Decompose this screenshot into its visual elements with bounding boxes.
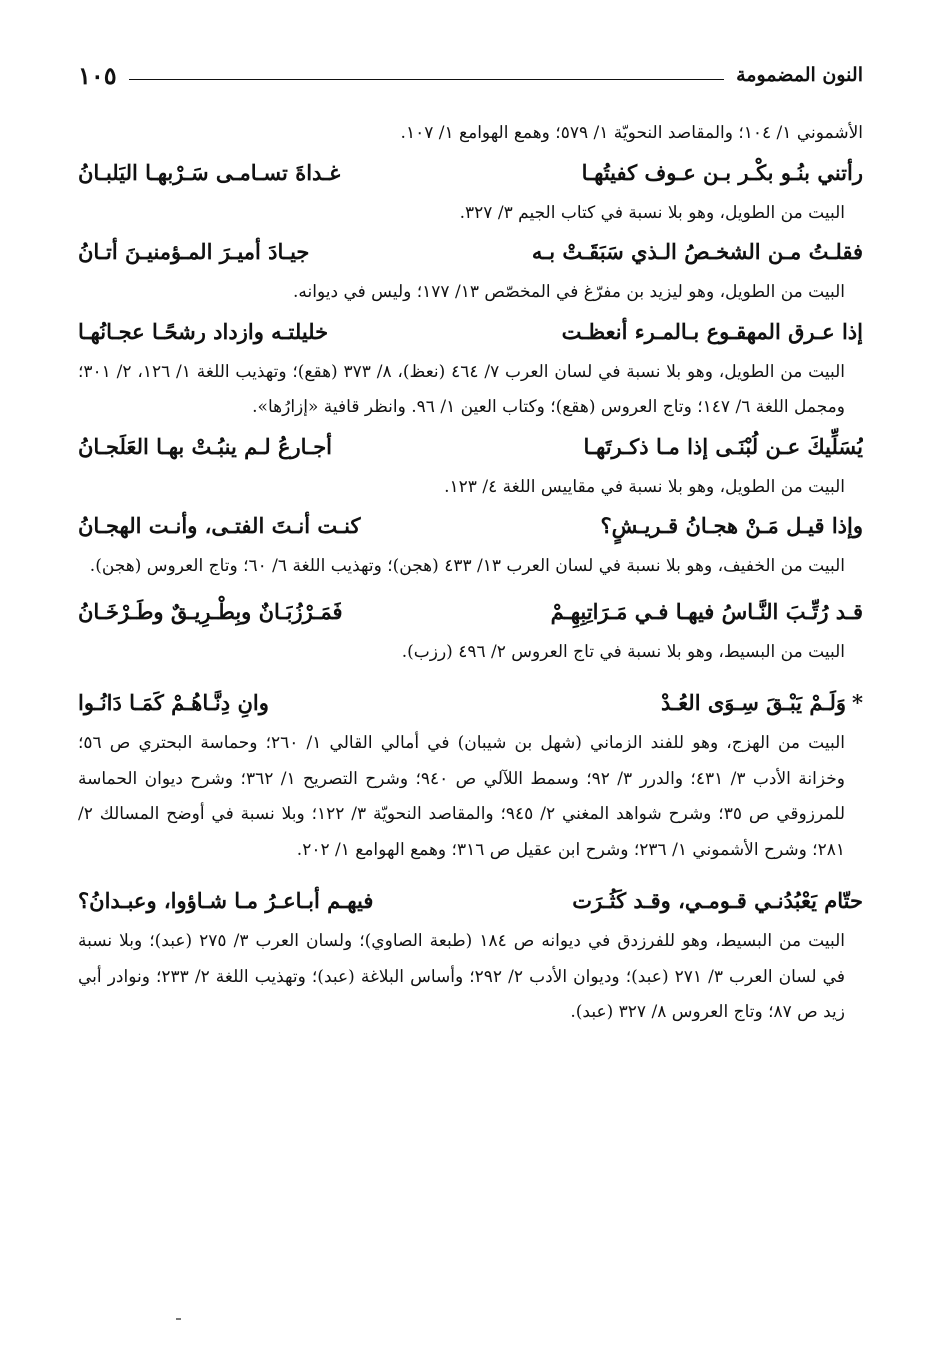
second-hemistich: أجـارعُ لـم ينبُـتْ بهـا العَلَجـانُ — [78, 433, 333, 459]
verse-entry — [78, 505, 863, 585]
second-hemistich: وانِ دِنَّـاهُـمْ كَمَـا دَانُـوا — [78, 690, 269, 715]
verse-note — [78, 196, 863, 232]
page-number: ١٠٥ — [78, 60, 117, 90]
verse-line — [78, 505, 863, 549]
verse-note — [78, 355, 863, 426]
verse-note-text: البيت من الطويل، وهو بلا نسبة في مقاييس اللغة ٤/ ١٢٣. — [444, 476, 845, 497]
first-hemistich-text: وَلَـمْ يَبْـقَ سِـوَى العُـدْ — [660, 690, 847, 715]
verse-entry — [78, 426, 863, 506]
verse-note — [78, 549, 863, 585]
verse-note-text: البيت من الخفيف، وهو بلا نسبة في لسان العرب ١٣/ ٤٣٣ (هجن)؛ وتهذيب اللغة ٦/ ٦٠؛ وتاج العروس (هجن). — [89, 556, 845, 576]
running-header — [78, 58, 863, 92]
first-hemistich: إذا عـرق المهقـوع بـالمـرء أنعظـت — [561, 318, 863, 344]
second-hemistich: جيـادَ أميـرَ المـؤمنيـنَ أتـانُ — [78, 239, 310, 264]
first-hemistich: حتّام يَعْبُدُنـي قـومـي، وقـد كَثُـرَت — [572, 888, 863, 913]
verse-line — [78, 426, 863, 470]
print-speck — [176, 1318, 181, 1320]
verse-entry — [78, 231, 863, 311]
verse-line — [78, 591, 863, 635]
second-hemistich: خليلتـه وازداد رشحًـا عجـانُهـا — [78, 318, 329, 344]
star-marker: * — [852, 690, 863, 715]
page-content — [78, 116, 863, 1031]
first-hemistich: يُسَلِّيكَ عـن لُبْنَـى إذا مـا ذكـرتَهـا — [583, 433, 863, 459]
verse-note-text: البيت من الطويل، وهو بلا نسبة في لسان العرب ٧/ ٤٦٤ (نعظ)، ٨/ ٣٧٣ (هقع)؛ وتهذيب اللغة ١/ ١٢٦، ٢/ ٣٠١؛ ومجمل اللغة ٦/ ١٤٧؛ وتاج العروس (هقع)؛ وكتاب العين ١/ ٩٦. وانظر قافية «إزارُها». — [78, 361, 846, 417]
verse-entry — [78, 311, 863, 426]
spacer — [78, 868, 863, 880]
first-hemistich: قـد رُتِّـبَ النَّـاسُ فيهـا فـي مَـرَاتِبِهِـمْ — [550, 598, 863, 624]
verse-note — [78, 635, 863, 671]
verse-note — [78, 726, 863, 868]
verse-note-text: البيت من البسيط، وهو بلا نسبة في تاج العروس ٢/ ٤٩٦ (رزب). — [401, 641, 845, 662]
verse-entry — [78, 682, 863, 868]
verse-note-text: البيت من الطويل، وهو ليزيد بن مفرّغ في المخصّص ١٣/ ١٧٧؛ وليس في ديوانه. — [292, 282, 845, 302]
verse-line — [78, 880, 863, 924]
verse-entry — [78, 591, 863, 671]
verse-entry — [78, 880, 863, 1031]
header-rule — [129, 79, 724, 80]
first-hemistich: فقلـتُ مـن الشخـصُ الـذي سَبَقَـتْ بـه — [531, 239, 863, 264]
verse-line — [78, 311, 863, 355]
verse-note — [78, 470, 863, 506]
second-hemistich: كنـت أنـتَ الفتـى، وأنـت الهجـانُ — [78, 513, 361, 538]
first-hemistich: رأتني بنُـو بكْـر بـن عـوف كفيتُهـا — [581, 159, 863, 185]
first-hemistich — [661, 682, 863, 724]
intro-note — [78, 116, 863, 152]
spacer — [78, 670, 863, 682]
intro-note-text: الأشموني ١/ ١٠٤؛ والمقاصد النحويّة ١/ ٥٧٩؛ وهمع الهوامع ١/ ١٠٧. — [400, 123, 863, 143]
verse-note — [78, 275, 863, 311]
verse-line — [78, 231, 863, 275]
chapter-title: النون المضمومة — [736, 64, 863, 86]
verse-note-text: البيت من البسيط، وهو للفرزدق في ديوانه ص ١٨٤ (طبعة الصاوي)؛ ولسان العرب ٣/ ٢٧٥ (عبد)؛ وبلا نسبة في لسان العرب ٣/ ٢٧١ (عبد)؛ وديوان الأدب ٢/ ٢٩٢؛ وأساس البلاغة (عبد)؛ وتهذيب اللغة ٢/ ٢٣٣؛ ونوادر أبي زيد ص ٨٧؛ وتاج العروس ٨/ ٣٢٧ (عبد). — [78, 931, 845, 1022]
verse-note — [78, 924, 863, 1031]
first-hemistich: وإذا قيـل مَـنْ هجـانُ قـريـشٍ؟ — [600, 513, 863, 538]
verse-note-text: البيت من الطويل، وهو بلا نسبة في كتاب الجيم ٣/ ٣٢٧. — [459, 202, 845, 223]
verse-note-text: البيت من الهزج، وهو للفند الزماني (شهل بن شيبان) في أمالي القالي ١/ ٢٦٠؛ وحماسة البحتري ص ٥٦؛ وخزانة الأدب ٣/ ٤٣١؛ والدرر ٣/ ٩٢؛ وسمط اللآلي ص ٩٤٠؛ وشرح التصريح ١/ ٣٦٢؛ وشرح ديوان الحماسة للمرزوقي ص ٣٥؛ وشرح شواهد المغني ٢/ ٩٤٥؛ والمقاصد النحويّة ٣/ ١٢٢؛ وبلا نسبة في أوضح المسالك ٢/ ٢٨١؛ وشرح الأشموني ١/ ٢٣٦؛ وشرح ابن عقيل ص ٣١٦؛ وهمع الهوامع ١/ ٢٠٢. — [78, 733, 845, 860]
verse-line — [78, 682, 863, 726]
second-hemistich: غـداةَ تسـامـى سَـرْبهـا اليَلبـانُ — [78, 159, 341, 185]
verse-entry — [78, 152, 863, 232]
second-hemistich: فيهـم أبـاعـرُ مـا شـاؤوا، وعبـدانُ؟ — [78, 888, 374, 913]
second-hemistich: فَمَـرْزُبَـانٌ وبِطْـرِيـقٌ وطَـرْخَـانُ — [78, 598, 343, 624]
verse-line — [78, 152, 863, 196]
